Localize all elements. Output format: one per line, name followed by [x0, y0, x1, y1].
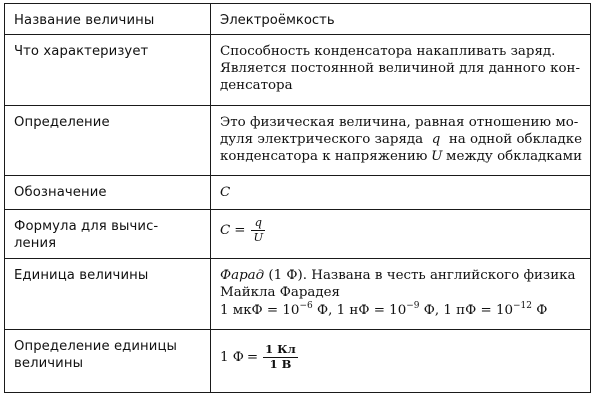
text-fragment: на одной обкладке: [448, 132, 582, 147]
row-label: Формула для вычис-: [14, 219, 159, 234]
row-label: Что характеризует: [14, 44, 149, 59]
unit-conversions: [220, 302, 582, 319]
variable-u: U: [431, 149, 443, 164]
fraction-numerator: 1 Кл: [265, 342, 296, 356]
text-fragment: конденсатора к напряжению: [220, 149, 428, 164]
text-fragment: Ф, 1 пФ = 10: [423, 303, 513, 318]
exponent: −6: [299, 301, 313, 311]
table-header-row: [5, 4, 591, 35]
text-line: [220, 148, 582, 165]
row-label-cell: [5, 176, 211, 210]
fraction-denominator: 1 В: [269, 356, 292, 371]
table-row: [5, 106, 591, 176]
header-label: Название величины: [14, 13, 155, 28]
symbol-c: C: [220, 185, 231, 200]
text-fragment: между обкладками: [446, 149, 582, 164]
row-label: Единица величины: [14, 268, 149, 283]
header-value: Электроёмкость: [220, 13, 335, 28]
text-fragment: 1 мкФ = 10: [220, 303, 300, 318]
header-label-cell: [5, 4, 211, 35]
formula-equals: =: [246, 349, 259, 365]
unit-name: Фарад: [220, 268, 265, 283]
row-label: Определение единицы: [14, 339, 178, 354]
row-value-cell: [211, 35, 591, 106]
row-value-cell: [211, 210, 591, 259]
text-line: денсатора: [220, 78, 293, 93]
table-row: [5, 210, 591, 259]
text-fragment: Ф, 1 нФ = 10: [317, 303, 407, 318]
text-fragment: дуля электрического заряда: [220, 132, 424, 147]
formula-fraction: [251, 217, 265, 243]
table-row: [5, 259, 591, 330]
text-line: Способность конденсатора накапливать заряд.: [220, 44, 556, 59]
capacitance-formula: [220, 210, 582, 250]
text-line: Это физическая величина, равная отношению мо-: [220, 115, 579, 130]
exponent: −9: [406, 301, 420, 311]
row-value-cell: [211, 106, 591, 176]
unit-definition-formula: [220, 334, 582, 380]
quantity-table: [4, 3, 591, 393]
row-label-cell: [5, 35, 211, 106]
formula-lhs: C: [220, 222, 231, 238]
text-line: Является постоянной величиной для данного кон-: [220, 61, 580, 76]
header-value-cell: [211, 4, 591, 35]
text-fragment: Ф: [536, 303, 548, 318]
row-label: ления: [14, 236, 57, 251]
row-label: величины: [14, 356, 84, 371]
row-label-cell: [5, 106, 211, 176]
text-line: [220, 267, 582, 284]
formula-equals: =: [234, 222, 246, 238]
row-label: Определение: [14, 115, 110, 130]
fraction-denominator: U: [253, 229, 264, 244]
table-row: [5, 35, 591, 106]
row-label-cell: [5, 330, 211, 393]
table-row: [5, 176, 591, 210]
formula-fraction: [263, 344, 298, 370]
row-value-cell: [211, 330, 591, 393]
fraction-numerator: q: [251, 217, 265, 231]
table-row: [5, 330, 591, 393]
text-line: [220, 131, 582, 148]
exponent: −12: [512, 301, 532, 311]
formula-lhs: 1 Ф: [220, 349, 244, 365]
row-value-cell: [211, 259, 591, 330]
row-label-cell: [5, 259, 211, 330]
variable-q: q: [431, 132, 441, 147]
text-fragment: (1 Ф). Названа в честь английского физика: [268, 268, 576, 283]
text-line: Майкла Фарадея: [220, 285, 341, 300]
row-label-cell: [5, 210, 211, 259]
row-value-cell: [211, 176, 591, 210]
row-label: Обозначение: [14, 185, 107, 200]
